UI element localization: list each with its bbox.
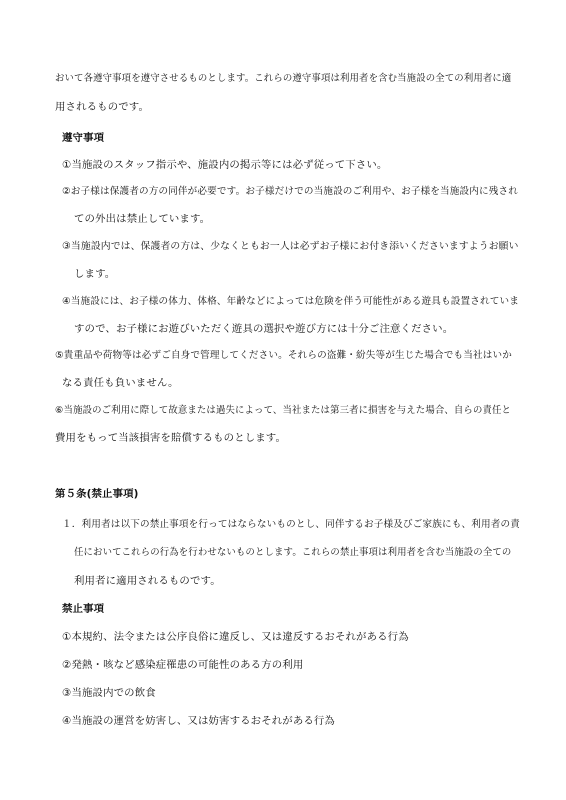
intro-line-2: 用されるものです。	[55, 101, 150, 113]
compliance-item-2-cont: ての外出は禁止しています。	[74, 213, 211, 225]
prohibited-item-1: ①本規約、法令または公序良俗に違反し、又は違反するおそれがある行為	[62, 631, 409, 643]
prohibited-item-2: ②発熱・咳など感染症罹患の可能性のある方の利用	[62, 659, 304, 671]
compliance-item-5: ⑤貴重品や荷物等は必ずご自身で管理してください。それらの盗難・紛失等が生じた場合でも当社はいか	[55, 350, 512, 361]
compliance-item-6: ⑥当施設のご利用に際して故意または過失によって、当社または第三者に損害を与えた場合、自らの責任と	[55, 405, 512, 416]
article5-para-line-2: 任においてこれらの行為を行わせないものとします。これらの禁止事項は利用者を含む当施設の全ての	[74, 547, 512, 558]
compliance-item-3: ③当施設内では、保護者の方は、少なくともお一人は必ずお子様にお付き添いくださいますようお願い	[62, 241, 519, 252]
compliance-item-4: ④当施設には、お子様の体力、体格、年齢などによっては危険を伴う可能性がある遊具も設置されていま	[62, 296, 519, 307]
article5-para-line-1: １．利用者は以下の禁止事項を行ってはならないものとし、同伴するお子様及びご家族にも、利用者の責	[62, 519, 520, 530]
compliance-item-6-cont: 費用をもって当該損害を賠償するものとします。	[55, 432, 287, 444]
compliance-item-1: ①当施設のスタッフ指示や、施設内の掲示等には必ず従って下さい。	[62, 159, 388, 171]
article5-title: 第５条(禁止事項)	[55, 488, 139, 500]
article5-para-line-3: 利用者に適用されるものです。	[74, 575, 221, 587]
compliance-item-4-cont: すので、お子様にお遊びいただく遊具の選択や遊び方には十分ご注意ください。	[74, 323, 454, 335]
prohibited-heading: 禁止事項	[62, 603, 105, 615]
compliance-item-5-cont: なる責任も負いません。	[62, 377, 179, 389]
prohibited-item-3: ③当施設内での飲食	[62, 687, 156, 699]
prohibited-item-4: ④当施設の運営を妨害し、又は妨害するおそれがある行為	[62, 715, 335, 727]
compliance-item-3-cont: します。	[74, 268, 116, 280]
intro-line-1: おいて各遵守事項を遵守させるものとします。これらの遵守事項は利用者を含む当施設の全ての利用者に適	[55, 73, 512, 84]
compliance-heading: 遵守事項	[62, 132, 105, 144]
compliance-item-2: ②お子様は保護者の方の同伴が必要です。お子様だけでの当施設のご利用や、お子様を当施設内に残され	[62, 186, 519, 197]
